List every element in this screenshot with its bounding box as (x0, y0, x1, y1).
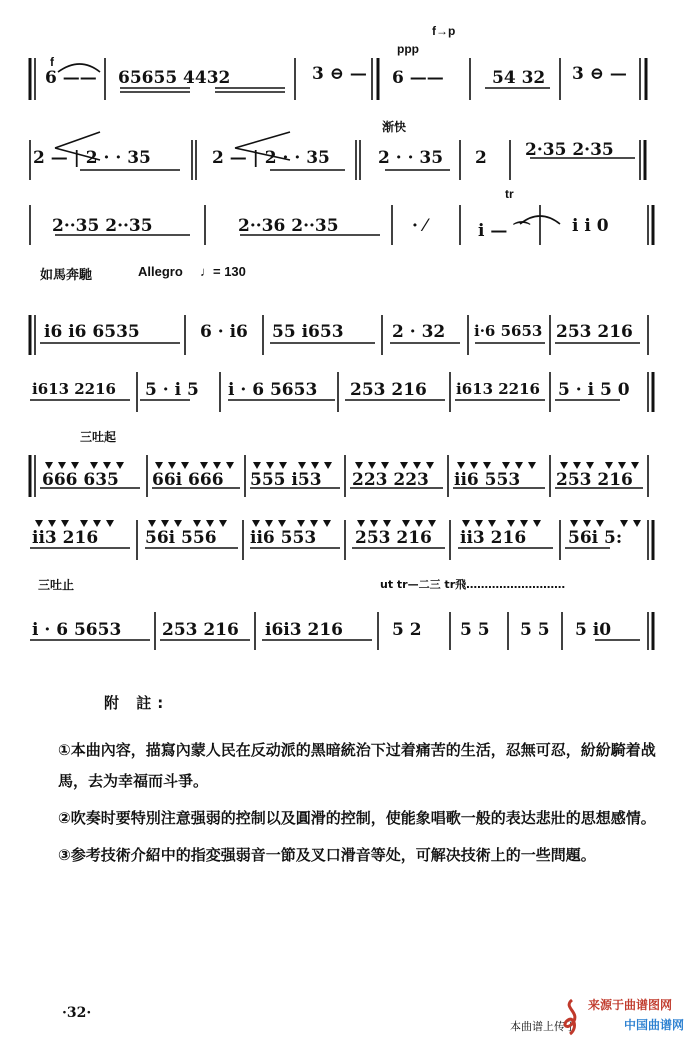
row4-measure-1: i6 i6 6535 (44, 322, 140, 342)
row4-measure-4: 2 · 32 (392, 322, 446, 342)
row5-measure-6: 5 · i 5 0 (558, 380, 630, 400)
row3-measure-5: i i 0 (572, 216, 609, 236)
row8-measure-2: 253 216 (162, 620, 239, 640)
row3-measure-2: 2··36 2··35 (238, 216, 339, 236)
row2-measure-1: 2 — | 2 · · 35 (33, 148, 151, 168)
trill-mark: tr (505, 187, 514, 201)
tempo-en: Allegro (138, 264, 183, 279)
row7-measure-5: ii3 216 (460, 528, 527, 548)
row2-measure-2: 2 — | 2 · · 35 (212, 148, 330, 168)
site-name: 来源于曲谱图网 (588, 998, 673, 1012)
row2-measure-3: 2 · · 35 (378, 148, 444, 168)
notes-list (58, 735, 658, 877)
row8-measure-3: i6i3 216 (265, 620, 343, 640)
flutter-marking: ut tr—二三 tr飛……………………… (380, 578, 566, 591)
row8-measure-1: i · 6 5653 (32, 620, 122, 640)
row8-measure-5: 5 5 (460, 620, 490, 640)
triple-tongue-start: 三吐起 (80, 430, 117, 444)
note-item-3: ③参考技術介紹中的指変强弱音一節及叉口滑音等处，可解决技術上的一些問題。 (58, 846, 596, 864)
row4-measure-3: 55 i653 (272, 322, 344, 342)
dynamic-fp: f→p (432, 24, 456, 38)
row8-measure-6: 5 5 (520, 620, 550, 640)
tempo-cn: 如馬奔馳 (40, 268, 93, 283)
row1-measure-5: 54 32 (492, 68, 546, 88)
row8-measure-7: 5 i0 (575, 620, 612, 640)
row6-measure-1: 666 635 (42, 470, 119, 490)
row4-measure-2: 6 · i6 (200, 322, 248, 342)
row5-measure-5: i613 2216 (456, 380, 540, 398)
row7-measure-3: ii6 553 (250, 528, 317, 548)
row1-measure-4: 6 —— (392, 68, 444, 88)
row6-measure-3: 555 i53 (250, 470, 322, 490)
tempo-marking: 渐快 (382, 120, 407, 134)
dynamic-ppp: ppp (397, 42, 419, 56)
note-item-1: ①本曲內容，描寫內蒙人民在反动派的黑暗統治下过着痛苦的生活，忍無可忍，紛紛騎着战馬，去为幸福而斗爭。 (58, 741, 656, 790)
row8-measure-4: 5 2 (392, 620, 422, 640)
row6-measure-4: 223 223 (352, 470, 429, 490)
row6-measure-2: 66i 666 (152, 470, 224, 490)
notes-heading: 附 註: (104, 694, 170, 712)
site-brand: 中国曲谱网 (624, 1018, 685, 1032)
row7-measure-4: 253 216 (355, 528, 432, 548)
triple-tongue-end: 三吐止 (38, 578, 75, 592)
row7-measure-2: 56i 556 (145, 528, 217, 548)
row5-measure-3: i · 6 5653 (228, 380, 318, 400)
site-watermark (552, 994, 692, 1036)
row1-measure-2: 65655 4432 (118, 68, 231, 88)
row2-measure-4: 2 (475, 148, 487, 168)
row5-measure-2: 5 · i 5 (145, 380, 199, 400)
upload-credit: 本曲谱上传于 (510, 1020, 576, 1033)
row7-measure-1: ii3 216 (32, 528, 99, 548)
row4-measure-6: 253 216 (556, 322, 633, 342)
row6-measure-5: ii6 553 (454, 470, 521, 490)
row1-measure-1: 6 —— (45, 68, 97, 88)
row4-measure-5: i·6 5653 (474, 322, 543, 340)
note-item-2: ②吹奏时要特別注意强弱的控制以及圓滑的控制，使能象唱歌一般的表达悲壯的思想感情。 (58, 809, 656, 827)
row2-measure-5: 2·35 2·35 (525, 140, 614, 160)
row5-measure-4: 253 216 (350, 380, 427, 400)
page-number: ·32· (62, 1005, 92, 1021)
row3-measure-3: · ⁄ (412, 216, 427, 236)
tempo-bpm: ♩= 130 (200, 264, 246, 279)
row6-measure-6: 253 216 (556, 470, 633, 490)
row3-measure-4: i — ⌒ (478, 221, 531, 241)
row1-measure-6: 3 ⊖ — (572, 64, 627, 84)
dynamic-f: f (50, 55, 54, 69)
row3-measure-1: 2··35 2··35 (52, 216, 153, 236)
row5-measure-1: i613 2216 (32, 380, 116, 398)
row7-measure-6: 56i 5: (568, 528, 623, 548)
row1-measure-3: 3 ⊖ — (312, 64, 367, 84)
